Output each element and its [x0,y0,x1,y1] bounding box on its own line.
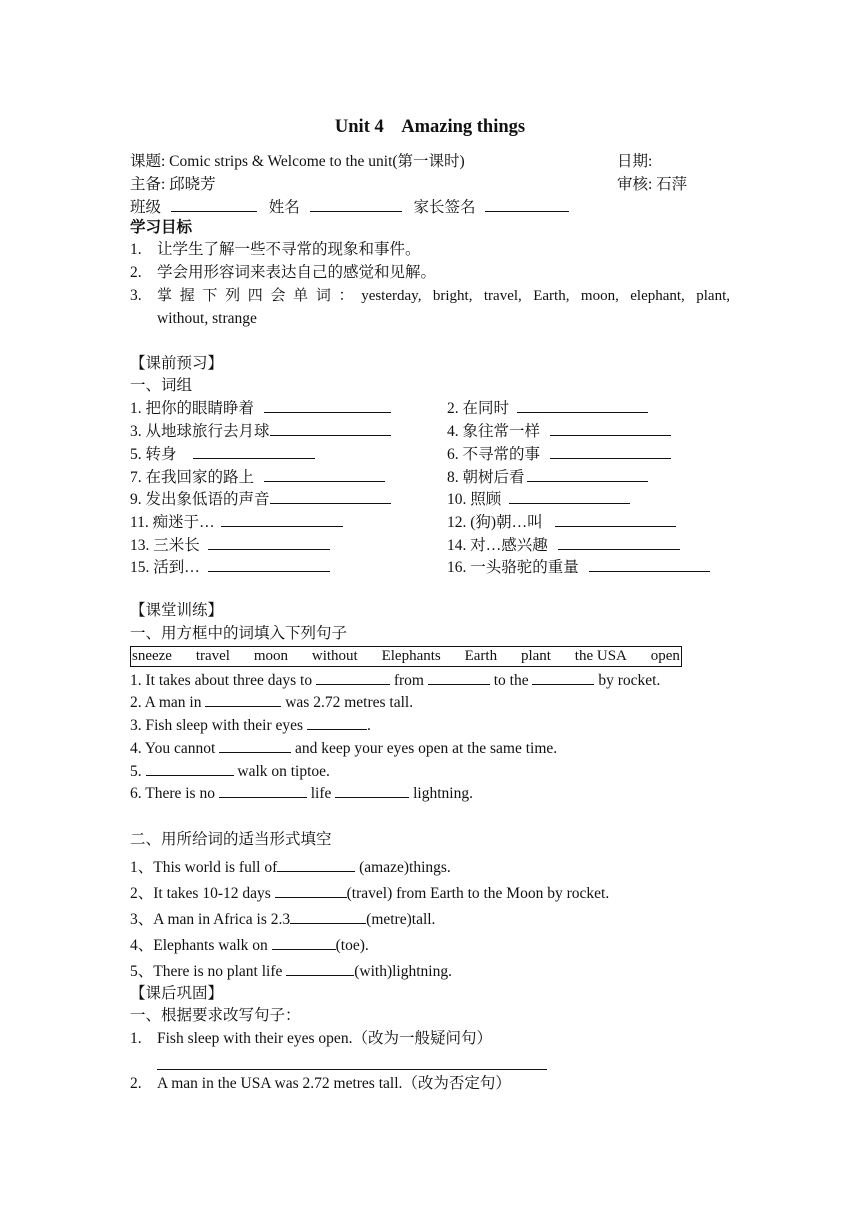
phrase-item: 6. 不寻常的事 [447,444,671,465]
word-box-item: travel [195,648,230,664]
phrase-item: 13. 三米长 [130,535,330,556]
objective-item: 掌握下列四会单词：yesterday, bright, travel, Earth, moon, elephant, plant, [157,288,730,304]
objective-item-continuation: without, strange [157,310,257,327]
phrase-item: 3. 从地球旅行去月球 [130,421,391,442]
answer-blank[interactable] [286,961,354,976]
answer-blank[interactable] [527,467,648,482]
phrase-item: 4. 象往常一样 [447,421,671,442]
answer-blank[interactable] [205,692,281,707]
rewrite-number: 1. [130,1030,142,1047]
preview-heading: 【课前预习】 [130,355,224,372]
word-form-instruction: 二、用所给词的适当形式填空 [130,831,332,848]
objectives-heading: 学习目标 [130,219,193,236]
answer-blank[interactable] [219,783,307,798]
objective-item: 学会用形容词来表达自己的感觉和见解。 [157,264,437,281]
word-box-item: plant [520,648,551,664]
answer-blank[interactable] [517,398,648,413]
answer-blank[interactable] [316,670,390,685]
word-box [130,646,682,667]
answer-blank[interactable] [219,738,291,753]
answer-blank[interactable] [509,489,630,504]
answer-blank[interactable] [208,557,330,572]
date-label: 日期: [617,153,653,170]
class-field[interactable] [171,197,257,212]
parent-signature-field[interactable] [485,197,569,212]
phrase-item: 7. 在我回家的路上 [130,467,385,488]
word-box-item: open [650,648,680,664]
answer-blank[interactable] [264,467,385,482]
phrase-item: 9. 发出象低语的声音 [130,489,391,510]
answer-blank[interactable] [221,512,343,527]
answer-blank[interactable] [550,421,671,436]
phrase-item: 5. 转身 [130,444,315,465]
word-box-item: Elephants [381,648,441,664]
student-name-label: 姓名 [268,199,300,216]
answer-blank[interactable] [335,783,409,798]
word-form-sentence: 2、It takes 10-12 days (travel) from Earth to the Moon by rocket. [130,885,610,902]
answer-blank[interactable] [272,935,336,950]
word-form-sentence: 3、A man in Africa is 2.3 (metre)tall. [130,911,436,928]
fill-sentence: 2. A man in was 2.72 metres tall. [130,694,414,711]
word-box-item: moon [253,648,289,664]
answer-blank[interactable] [275,883,347,898]
word-box-item: sneeze [132,648,172,664]
practice-heading: 【课堂训练】 [130,602,224,619]
phrase-item: 12. (狗)朝…叫 [447,512,676,533]
rewrite-instruction: 一、根据要求改写句子： [130,1007,301,1024]
answer-blank[interactable] [270,421,391,436]
rewrite-item: Fish sleep with their eyes open.（改为一般疑问句） [157,1030,492,1047]
answer-blank[interactable] [290,909,366,924]
objective-number: 1. [130,241,142,258]
phrase-item: 1. 把你的眼睛睁着 [130,398,391,419]
answer-blank[interactable] [277,857,355,872]
student-info-row [130,197,569,218]
fill-sentence: 5. walk on tiptoe. [130,763,330,780]
review-heading: 【课后巩固】 [130,985,224,1002]
rewrite-number: 2. [130,1075,142,1092]
fill-sentence: 1. It takes about three days to from to the by rocket. [130,672,661,689]
answer-blank[interactable] [264,398,391,413]
answer-blank[interactable] [428,670,490,685]
fill-sentence: 6. There is no life lightning. [130,785,473,802]
phrase-item: 11. 痴迷于… [130,512,343,533]
phrase-item: 14. 对…感兴趣 [447,535,680,556]
preparer-line: 主备: 邱晓芳 [130,176,216,193]
answer-blank[interactable] [307,715,367,730]
answer-blank[interactable] [532,670,594,685]
objective-item: 让学生了解一些不寻常的现象和事件。 [157,241,421,258]
rewrite-item: A man in the USA was 2.72 metres tall.（改为否定句） [157,1075,511,1092]
answer-blank[interactable] [555,512,676,527]
word-box-item: the USA [574,648,627,664]
answer-blank[interactable] [550,444,671,459]
phrase-item: 15. 活到… [130,557,330,578]
answer-blank[interactable] [270,489,391,504]
word-form-sentence: 5、There is no plant life (with)lightning. [130,963,452,980]
student-name-field[interactable] [310,197,402,212]
answer-blank[interactable] [589,557,710,572]
word-form-sentence: 4、Elephants walk on (toe). [130,937,369,954]
fill-sentence: 4. You cannot and keep your eyes open at the same time. [130,740,558,757]
phrases-subheading: 一、词组 [130,377,193,394]
answer-line[interactable] [157,1069,547,1070]
objective-number: 2. [130,264,142,281]
phrase-item: 2. 在同时 [447,398,648,419]
word-box-item: Earth [464,648,498,664]
phrase-item: 16. 一头骆驼的重量 [447,557,710,578]
word-box-instruction: 一、用方框中的词填入下列句子 [130,625,348,642]
parent-signature-label: 家长签名 [413,199,476,216]
answer-blank[interactable] [193,444,315,459]
phrase-item: 8. 朝树后看 [447,467,648,488]
topic-line: 课题: Comic strips & Welcome to the unit(第一课时) [130,153,465,170]
objective-number: 3. [130,287,142,304]
answer-blank[interactable] [558,535,680,550]
page-title: Unit 4 Amazing things [334,117,526,137]
phrase-item: 10. 照顾 [447,489,630,510]
class-label: 班级 [130,199,162,216]
answer-blank[interactable] [208,535,330,550]
fill-sentence: 3. Fish sleep with their eyes . [130,717,371,734]
reviewer-line: 审核: 石萍 [617,176,688,193]
word-form-sentence: 1、This world is full of (amaze)things. [130,859,451,876]
word-box-item: without [311,648,358,664]
answer-blank[interactable] [146,761,234,776]
